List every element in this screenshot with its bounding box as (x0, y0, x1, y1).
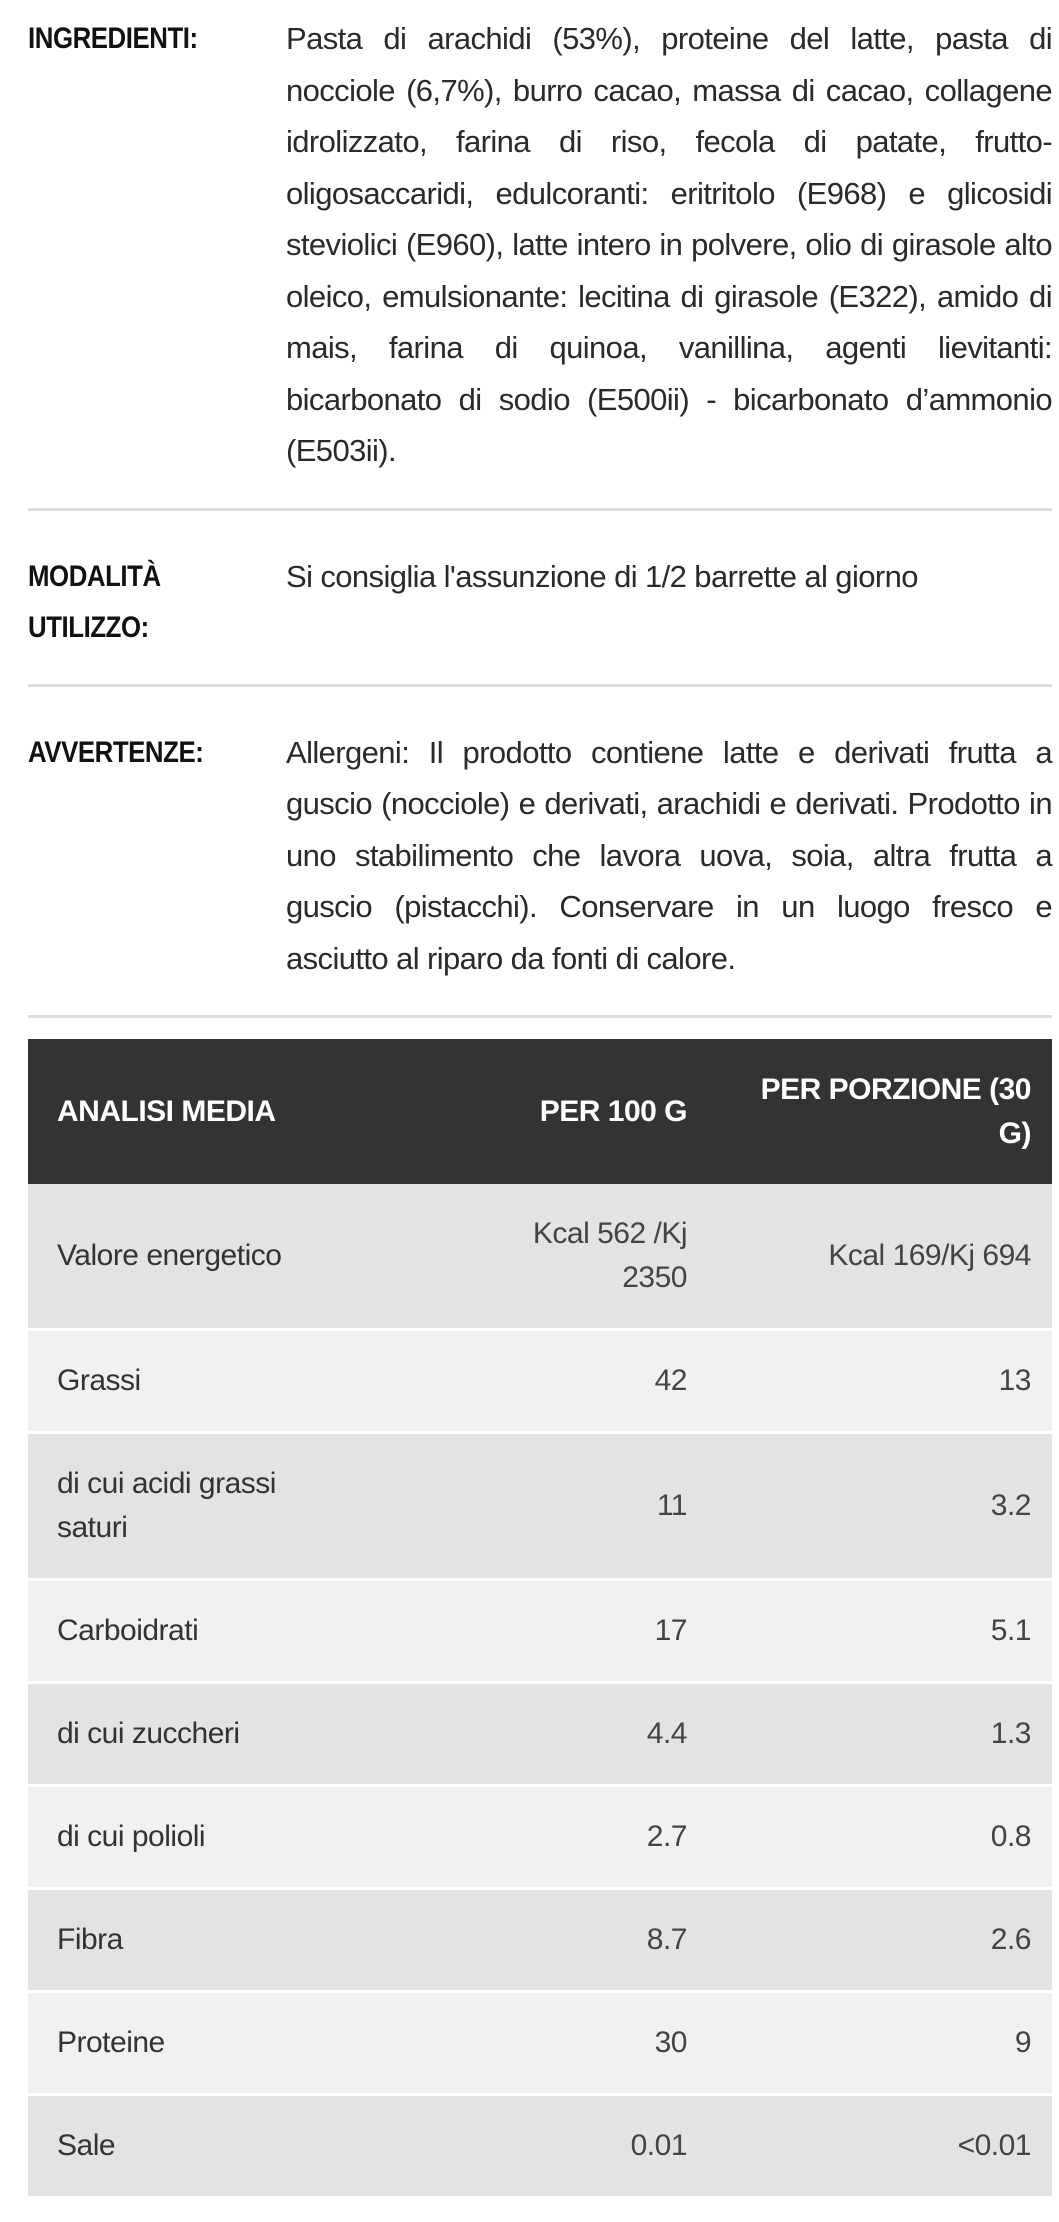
value-per-portion: 13 (708, 1331, 1052, 1434)
nutrient-name: Sale (28, 2096, 438, 2196)
nutrient-name: Valore energetico (28, 1184, 438, 1331)
value-per-100g: 0.01 (438, 2096, 708, 2196)
value-per-100g: 4.4 (438, 1684, 708, 1787)
nutrient-name: di cui zuccheri (28, 1684, 438, 1787)
value-per-portion: 5.1 (708, 1581, 1052, 1684)
warnings-text: Allergeni: Il prodotto contiene latte e derivati frutta a guscio (nocciole) e derivati, arachidi e derivati. Prodotto in uno stabilimento che lavora uova, soia, altra frutta a guscio (pistacchi). Conservare in un luogo fresco e asciutto al riparo da fonti di calore. (286, 734, 1052, 976)
value-per-portion: 2.6 (708, 1890, 1052, 1993)
warnings-section (28, 687, 1052, 985)
value-per-100g: 42 (438, 1331, 708, 1434)
value-per-100g: 17 (438, 1581, 708, 1684)
table-row (28, 1890, 1052, 1993)
value-per-100g: 2.7 (438, 1787, 708, 1890)
header-per-100g: PER 100 G (438, 1039, 708, 1184)
usage-section (28, 511, 1052, 653)
nutrition-table-header (28, 1039, 1052, 1184)
table-row (28, 1787, 1052, 1890)
value-per-portion: Kcal 169/Kj 694 (708, 1184, 1052, 1331)
nutrition-table (28, 1039, 1052, 2196)
value-per-100g: 30 (438, 1993, 708, 2096)
value-per-portion: 0.8 (708, 1787, 1052, 1890)
usage-label-line2: UTILIZZO: (28, 610, 149, 644)
table-row (28, 1684, 1052, 1787)
value-per-100g: 8.7 (438, 1890, 708, 1993)
nutrient-name: Proteine (28, 1993, 438, 2096)
ingredients-text: Pasta di arachidi (53%), proteine del latte, pasta di nocciole (6,7%), burro cacao, massa di cacao, collagene idrolizzato, farina di riso, fecola di patate, frutto-oligosaccaridi, edulcoranti: eritritolo (E968) e glicosidi steviolici (E960), latte intero in polvere, olio di girasole alto oleico, emulsionante: lecitina di girasole (E322), amido di mais, farina di quinoa, vanillina, agenti lievitanti: bicarbonato di sodio (E500ii) - bicarbonato d’ammonio (E503ii). (286, 21, 1052, 468)
table-row (28, 1331, 1052, 1434)
value-per-100g: Kcal 562 /Kj 2350 (438, 1184, 708, 1331)
value-per-100g: 11 (438, 1434, 708, 1581)
nutrient-name: Grassi (28, 1331, 438, 1434)
nutrient-name: di cui acidi grassi saturi (28, 1434, 438, 1581)
header-analisi-media: ANALISI MEDIA (28, 1039, 438, 1184)
table-row (28, 1184, 1052, 1331)
value-per-portion: <0.01 (708, 2096, 1052, 2196)
nutrient-name: di cui polioli (28, 1787, 438, 1890)
divider (28, 1015, 1052, 1018)
warnings-label: AVVERTENZE: (28, 735, 204, 769)
table-row (28, 1434, 1052, 1581)
nutrient-name: Fibra (28, 1890, 438, 1993)
table-row (28, 1993, 1052, 2096)
value-per-portion: 3.2 (708, 1434, 1052, 1581)
header-per-porzione: PER PORZIONE (30 G) (708, 1039, 1052, 1184)
table-row (28, 1581, 1052, 1684)
value-per-portion: 1.3 (708, 1684, 1052, 1787)
usage-label (28, 551, 250, 653)
ingredients-label: INGREDIENTI: (28, 22, 198, 55)
usage-text: Si consiglia l'assunzione di 1/2 barrette al giorno (286, 558, 918, 594)
table-row (28, 2096, 1052, 2196)
usage-label-line1: MODALITÀ (28, 559, 161, 593)
product-info (28, 0, 1052, 1018)
ingredients-section (28, 0, 1052, 477)
value-per-portion: 9 (708, 1993, 1052, 2096)
nutrient-name: Carboidrati (28, 1581, 438, 1684)
